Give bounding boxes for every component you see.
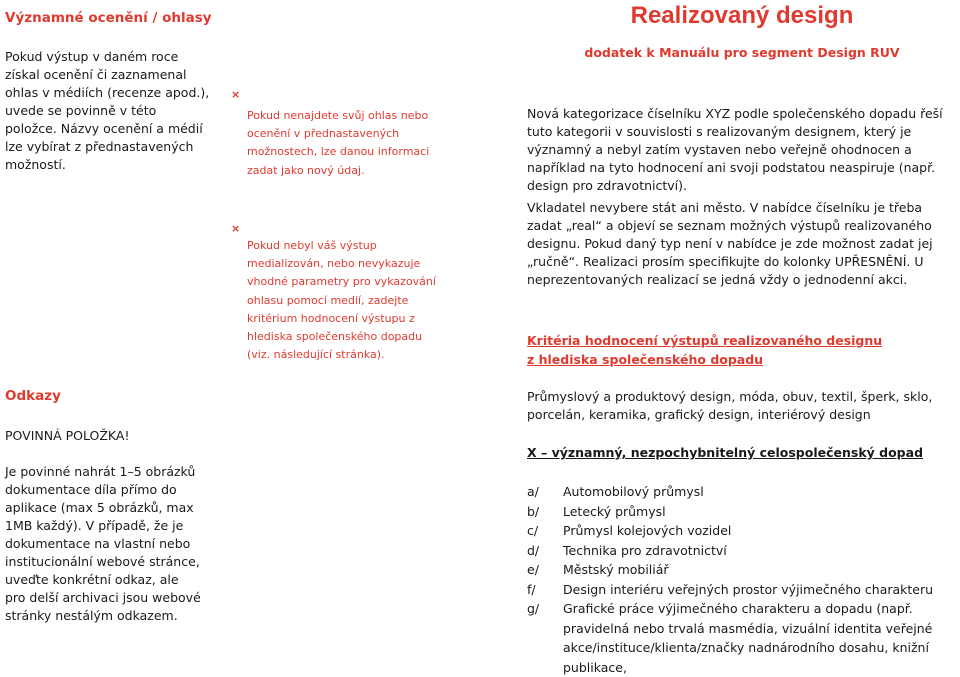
criteria-heading-line2: z hlediska společenského dopadu	[527, 352, 764, 367]
criteria-list	[527, 482, 951, 677]
links-heading: Odkazy	[5, 388, 61, 404]
list-item: b/ Letecký průmysl	[527, 503, 666, 519]
links-mandatory: POVINNÁ POLOŽKA!	[5, 428, 130, 443]
note-awards: Pokud nenajdete svůj ohlas nebo ocenění v přednastavených možnostech, lze danou informaci zadat jako nový údaj.	[247, 109, 430, 177]
list-item: d/ Technika pro zdravotnictví	[527, 542, 727, 558]
criteria-heading-line1: Kritéria hodnocení výstupů realizovaného designu	[527, 333, 883, 348]
close-icon: ×	[231, 88, 241, 101]
criterion-x: X – významný, nezpochybnitelný celospolečenský dopad	[527, 445, 924, 460]
close-icon: ×	[231, 222, 241, 235]
page-title: Realizovaný design	[630, 2, 854, 29]
list-item: f/ Design interiéru veřejných prostor výjimečného charakteru	[527, 581, 934, 597]
list-item: c/ Průmysl kolejových vozidel	[527, 523, 732, 538]
list-item: e/ Městský mobiliář	[527, 562, 669, 577]
intro-paragraph: Nová kategorizace číselníku XYZ podle společenského dopadu řeší tuto kategorii v souvislosti s realizovaným designem, který je významný a nebyl zatím vystaven nebo veřejně ohodnocen a například na tyto hodnocení ani svoji podstatou neaspiruje (např. design pro zdravotnictví).	[527, 106, 943, 193]
page-subtitle: dodatek k Manuálu pro segment Design RUV	[584, 45, 900, 60]
list-item: g/ Grafické práce výjimečného charakteru a dopadu (např. pravidelná nebo trvalá masmédia, vizuální identita veřejné akce/instituce/klienta/značky nadnárodního dosahu, knižní publikace,	[527, 601, 933, 675]
links-text: Je povinné nahrát 1–5 obrázků dokumentace díla přímo do aplikace (max 5 obrázků, max 1MB každý). V případě, že je dokumentace na vlastní nebo institucionální webové stránce, uveďte konkrétní odkaz, ale pro delší archivaci jsou webové stránky nestálým odkazem.	[5, 464, 201, 623]
awards-heading: Významné ocenění / ohlasy	[5, 10, 212, 26]
list-item: a/ Automobilový průmysl	[527, 484, 704, 499]
note-media: Pokud nebyl váš výstup medializován, nebo nevykazuje vhodné parametry pro vykazování ohlasu pomocí medií, zadejte kritérium hodnocení výstupu z hlediska společenského dopadu (viz. následující stránka).	[247, 239, 436, 362]
awards-text: Pokud výstup v daném roce získal ocenění či zaznamenal ohlas v médiích (recenze apod.), uvede se povinně v této položce. Názvy ocenění a médií lze vybírat z přednastavených možností.	[5, 49, 210, 172]
design-fields: Průmyslový a produktový design, móda, obuv, textil, šperk, sklo, porcelán, keramika, grafický design, interiérový design	[527, 389, 933, 422]
input-instructions: Vkladatel nevybere stát ani město. V nabídce číselníku je třeba zadat „real“ a objeví se seznam možných výstupů realizovaného designu. Pokud daný typ není v nabídce je zde možnost zadat jej „ručně“. Realizaci prosím specifikujte do kolonky UPŘESNĚNÍ. U neprezentovaných realizací se jedná vždy o jednodenní akci.	[527, 200, 933, 287]
